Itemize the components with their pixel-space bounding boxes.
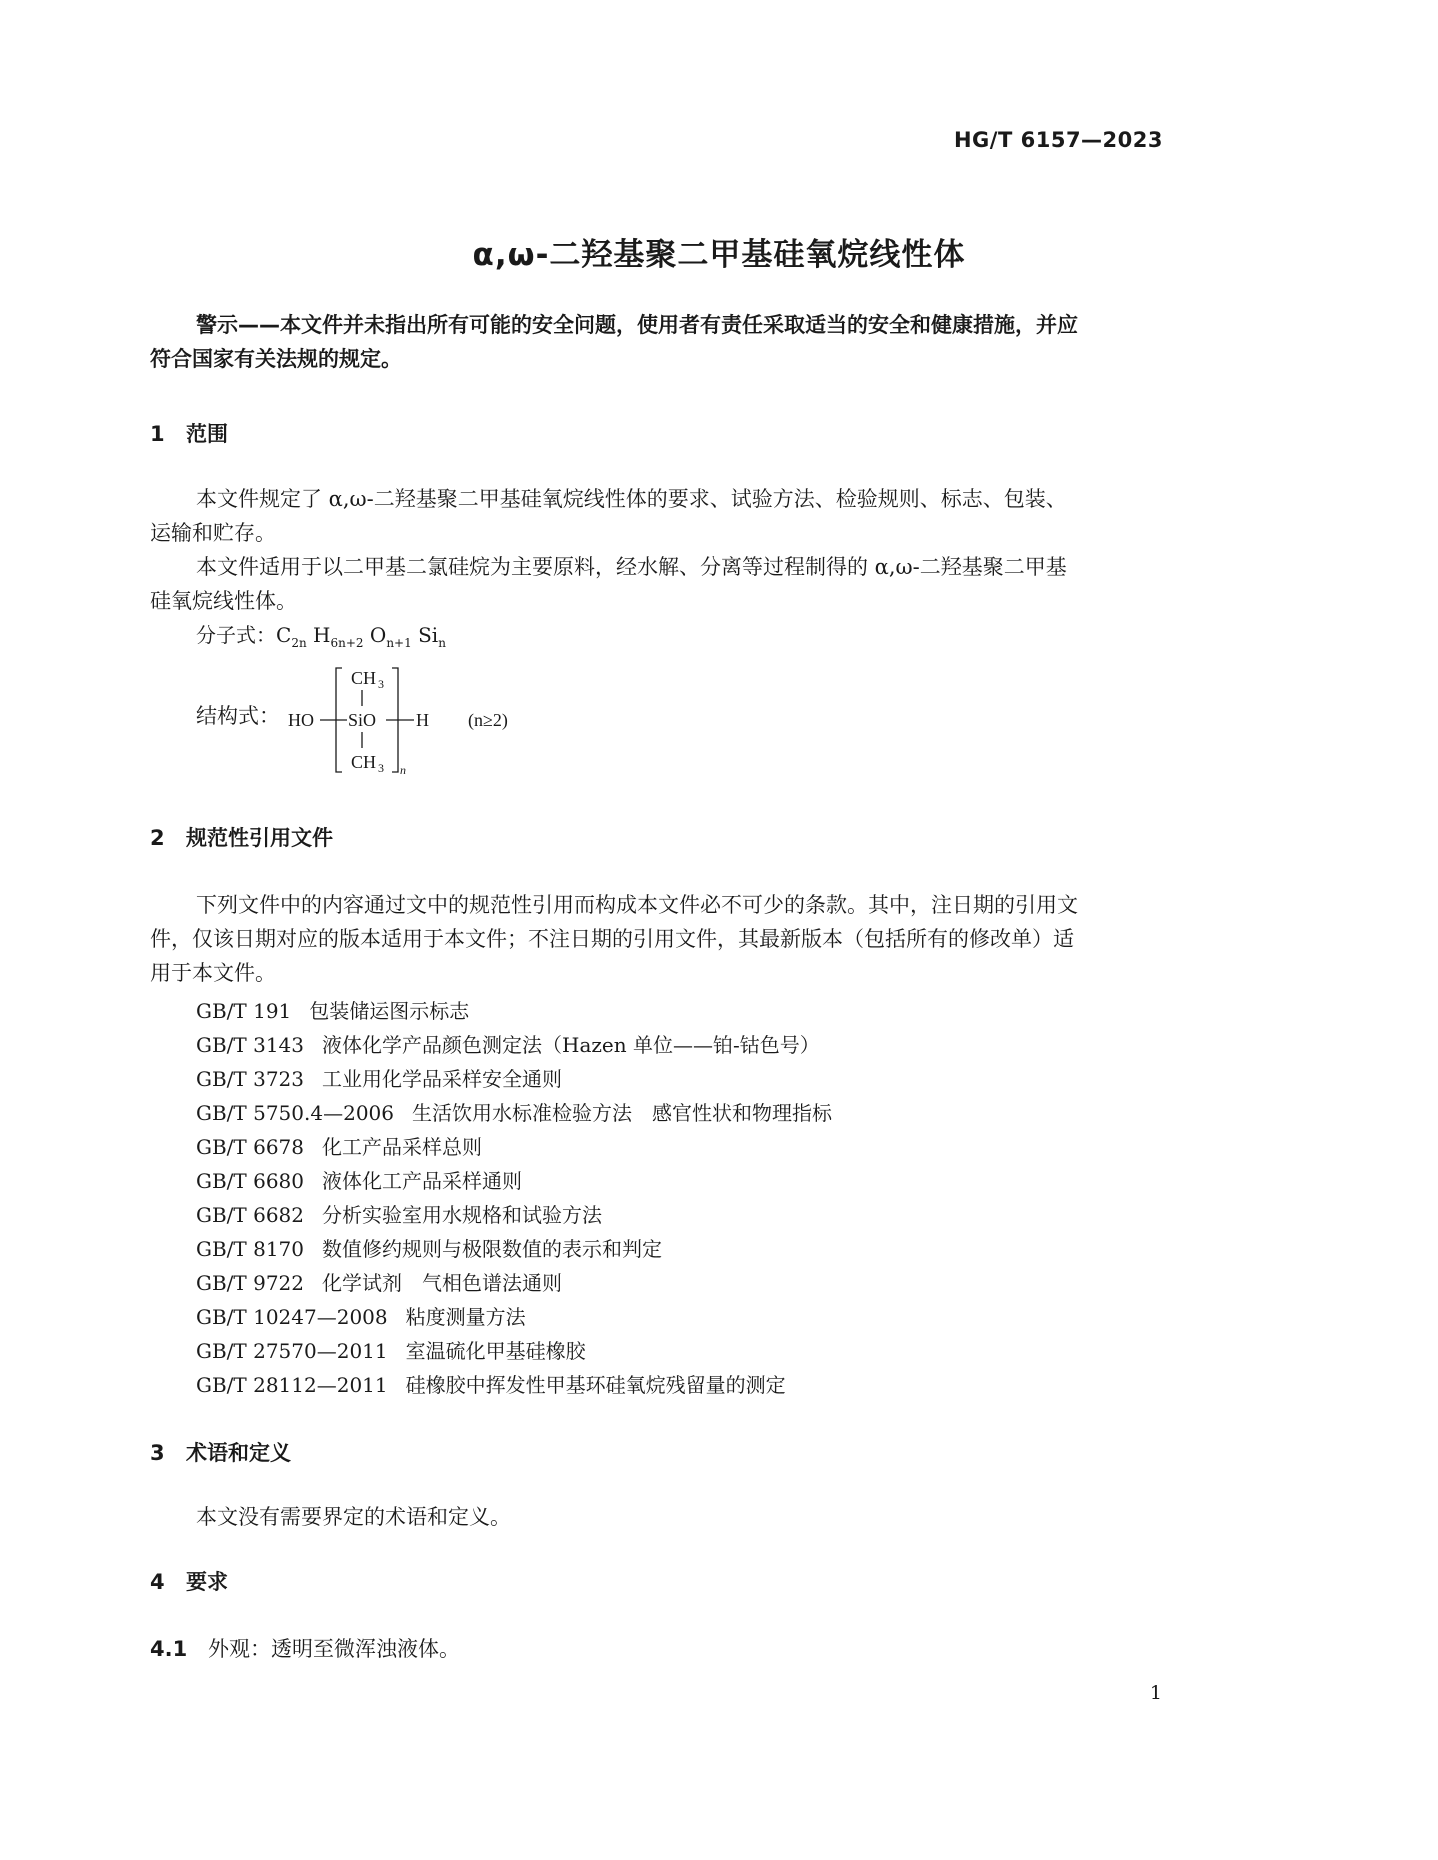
scope-paragraph-2-line-1: 本文件适用于以二甲基二氯硅烷为主要原料，经水解、分离等过程制得的 α,ω-二羟基聚二甲基 <box>196 555 1067 579</box>
reference-code: GB/T 10247—2008 <box>196 1305 388 1329</box>
reference-title: 分析实验室用水规格和试验方法 <box>322 1203 603 1227</box>
section-1-heading <box>150 418 228 448</box>
formula-h: H <box>313 623 331 647</box>
reference-code: GB/T 8170 <box>196 1237 305 1261</box>
structure-ch3-bottom: CH <box>351 752 377 772</box>
reference-item <box>196 1267 562 1296</box>
structure-sio: SiO <box>348 710 377 730</box>
reference-title: 室温硫化甲基硅橡胶 <box>405 1339 586 1363</box>
formula-c: C <box>276 623 292 647</box>
page-number: 1 <box>1149 1682 1162 1704</box>
standard-number: HG/T 6157—2023 <box>953 128 1163 152</box>
section-3-heading <box>150 1437 291 1467</box>
section-number: 3 <box>150 1441 165 1465</box>
reference-code: GB/T 6680 <box>196 1169 305 1193</box>
structure-diagram <box>196 660 616 780</box>
requirement-4-1 <box>150 1632 460 1666</box>
reference-code: GB/T 191 <box>196 999 292 1023</box>
section-number: 1 <box>150 422 165 446</box>
subsection-number: 4.1 <box>150 1637 188 1661</box>
reference-item <box>196 1029 820 1058</box>
reference-item <box>196 1063 562 1092</box>
section-title: 规范性引用文件 <box>186 826 333 850</box>
formula-o: O <box>369 623 387 647</box>
section-title: 术语和定义 <box>186 1441 291 1465</box>
reference-title: 包装储运图示标志 <box>309 999 470 1023</box>
formula-si: Si <box>418 623 439 647</box>
reference-title: 液体化工产品采样通则 <box>322 1169 523 1193</box>
references-intro-line-1: 下列文件中的内容通过文中的规范性引用而构成本文件必不可少的条款。其中，注日期的引用文 <box>196 893 1078 917</box>
structural-formula <box>196 660 616 780</box>
reference-title: 液体化学产品颜色测定法（Hazen 单位——铂-钴色号） <box>322 1033 820 1057</box>
section-number: 2 <box>150 826 165 850</box>
reference-code: GB/T 27570—2011 <box>196 1339 388 1363</box>
document-title: α,ω-二羟基聚二甲基硅氧烷线性体 <box>472 237 966 273</box>
terms-text: 本文没有需要界定的术语和定义。 <box>196 1505 511 1529</box>
reference-title: 硅橡胶中挥发性甲基环硅氧烷残留量的测定 <box>405 1373 786 1397</box>
subsection-text: 外观：透明至微浑浊液体。 <box>208 1637 460 1661</box>
reference-item <box>196 1131 482 1160</box>
warning-line-2: 符合国家有关法规的规定。 <box>150 347 402 371</box>
reference-code: GB/T 3723 <box>196 1067 305 1091</box>
warning-line-1: 警示——本文件并未指出所有可能的安全问题，使用者有责任采取适当的安全和健康措施，并应 <box>196 313 1078 337</box>
formula-c-sub: 2n <box>291 636 307 650</box>
reference-title: 工业用化学品采样安全通则 <box>322 1067 563 1091</box>
structure-condition: (n≥2) <box>468 710 508 730</box>
reference-code: GB/T 5750.4—2006 <box>196 1101 394 1125</box>
formula-si-sub: n <box>438 636 446 650</box>
reference-code: GB/T 28112—2011 <box>196 1373 388 1397</box>
reference-code: GB/T 9722 <box>196 1271 305 1295</box>
structure-ch3-top: CH <box>351 668 377 688</box>
reference-item <box>196 995 469 1024</box>
structure-h: H <box>416 710 429 730</box>
reference-item <box>196 1097 832 1126</box>
reference-item <box>196 1165 522 1194</box>
reference-item <box>196 1369 786 1398</box>
reference-title: 数值修约规则与极限数值的表示和判定 <box>322 1237 663 1261</box>
section-title: 要求 <box>186 1570 228 1594</box>
reference-code: GB/T 3143 <box>196 1033 305 1057</box>
section-title: 范围 <box>186 422 228 446</box>
formula-o-sub: n+1 <box>386 636 412 650</box>
formula-label: 分子式： <box>196 623 276 647</box>
reference-title: 粘度测量方法 <box>405 1305 526 1329</box>
scope-paragraph-1-line-1: 本文件规定了 α,ω-二羟基聚二甲基硅氧烷线性体的要求、试验方法、检验规则、标志、包装、 <box>196 487 1067 511</box>
reference-title: 生活饮用水标准检验方法 感官性状和物理指标 <box>412 1101 832 1125</box>
structure-ch3-top-sub: 3 <box>378 677 384 691</box>
section-2-heading <box>150 822 333 852</box>
section-number: 4 <box>150 1570 165 1594</box>
structure-n: n <box>400 763 406 777</box>
reference-item <box>196 1199 602 1228</box>
reference-code: GB/T 6682 <box>196 1203 305 1227</box>
reference-code: GB/T 6678 <box>196 1135 305 1159</box>
section-4-heading <box>150 1566 228 1596</box>
formula-h-sub: 6n+2 <box>330 636 364 650</box>
scope-paragraph-2-line-2: 硅氧烷线性体。 <box>150 589 297 613</box>
reference-title: 化学试剂 气相色谱法通则 <box>322 1271 563 1295</box>
molecular-formula <box>196 618 446 660</box>
scope-paragraph-1-line-2: 运输和贮存。 <box>150 521 276 545</box>
reference-item <box>196 1301 526 1330</box>
structure-ho: HO <box>288 710 314 730</box>
reference-title: 化工产品采样总则 <box>322 1135 483 1159</box>
reference-item <box>196 1233 662 1262</box>
references-intro-line-3: 用于本文件。 <box>150 961 276 985</box>
structure-ch3-bottom-sub: 3 <box>378 761 384 775</box>
reference-item <box>196 1335 586 1364</box>
references-intro-line-2: 件，仅该日期对应的版本适用于本文件；不注日期的引用文件，其最新版本（包括所有的修改单）适 <box>150 927 1074 951</box>
structure-label: 结构式： <box>196 704 280 728</box>
